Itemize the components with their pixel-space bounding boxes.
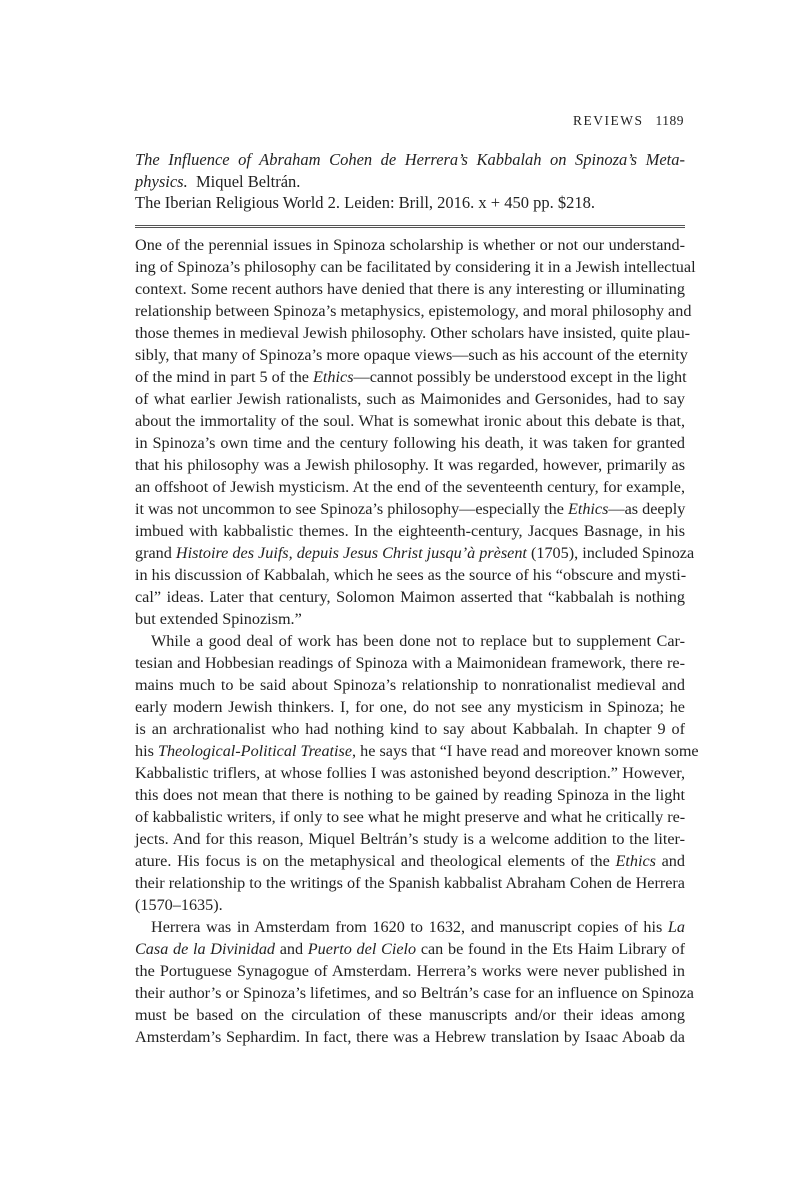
text-line: Kabbalistic triflers, at whose follies I was astonished beyond description.” However, bbox=[135, 764, 685, 782]
book-title: The Influence of Abraham Cohen de Herrera’s Kabbalah on Spinoza’s Meta- bbox=[135, 150, 685, 169]
text-line: of what earlier Jewish rationalists, such as Maimonides and Gersonides, had to say bbox=[135, 390, 685, 408]
text-line: their author’s or Spinoza’s lifetimes, and so Beltrán’s case for an influence on Spinoza bbox=[135, 984, 694, 1002]
text-line: those themes in medieval Jewish philosophy. Other scholars have insisted, quite plau- bbox=[135, 324, 691, 342]
paragraph bbox=[135, 916, 694, 1048]
text-segment: grand bbox=[135, 544, 176, 562]
text-line bbox=[135, 542, 695, 564]
text-segment: and bbox=[655, 852, 685, 870]
text-line: but extended Spinozism.” bbox=[135, 610, 302, 628]
text-line: of kabbalistic writers, if only to see what he might preserve and what he critically re- bbox=[135, 808, 686, 826]
text-line: that his philosophy was a Jewish philosophy. It was regarded, however, primarily as bbox=[135, 456, 685, 474]
italic-title: Casa de la Divinidad bbox=[135, 940, 276, 958]
italic-title: Ethics bbox=[313, 368, 354, 386]
text-line: in his discussion of Kabbalah, which he sees as the source of his “obscure and mysti- bbox=[135, 566, 687, 584]
text-segment: it was not uncommon to see Spinoza’s philosophy—especially the bbox=[135, 500, 568, 518]
text-line: context. Some recent authors have denied that there is any interesting or illuminating bbox=[135, 280, 685, 298]
text-line: imbued with kabbalistic themes. In the eighteenth-century, Jacques Basnage, in his bbox=[135, 522, 685, 540]
text-line: mains much to be said about Spinoza’s relationship to nonrationalist medieval and bbox=[135, 676, 685, 694]
publication-info: The Iberian Religious World 2. Leiden: Brill, 2016. x + 450 pp. $218. bbox=[135, 193, 595, 212]
text-segment: his bbox=[135, 742, 158, 760]
italic-title: La bbox=[667, 918, 685, 936]
text-line: about the immortality of the soul. What is somewhat ironic about this debate is that, bbox=[135, 412, 685, 430]
text-line: sibly, that many of Spinoza’s more opaque views—such as his account of the eternity bbox=[135, 346, 688, 364]
review-body bbox=[135, 234, 699, 1048]
text-line: in Spinoza’s own time and the century following his death, it was taken for granted bbox=[135, 434, 685, 452]
italic-title: Histoire des Juifs, depuis Jesus Christ jusqu’à prèsent bbox=[175, 544, 527, 562]
text-line: this does not mean that there is nothing to be gained by reading Spinoza in the light bbox=[135, 786, 685, 804]
text-line: is an archrationalist who had nothing kind to say about Kabbalah. In chapter 9 of bbox=[135, 720, 685, 738]
italic-title: Puerto del Cielo bbox=[307, 940, 417, 958]
text-line: ing of Spinoza’s philosophy can be facilitated by considering it in a Jewish intellectual bbox=[135, 258, 696, 276]
text-segment: can be found in the Ets Haim Library of bbox=[416, 940, 685, 958]
text-line bbox=[135, 916, 685, 938]
text-line bbox=[135, 740, 699, 762]
text-line bbox=[135, 938, 685, 960]
text-line: relationship between Spinoza’s metaphysics, epistemology, and moral philosophy and bbox=[135, 302, 692, 320]
text-segment: of the mind in part 5 of the bbox=[135, 368, 314, 386]
section-name: REVIEWS bbox=[573, 113, 644, 128]
running-head bbox=[573, 113, 684, 129]
text-line: Amsterdam’s Sephardim. In fact, there was a Hebrew translation by Isaac Aboab da bbox=[135, 1028, 685, 1046]
italic-title: Ethics bbox=[615, 852, 656, 870]
text-segment: and bbox=[275, 940, 308, 958]
text-line: jects. And for this reason, Miquel Beltrán’s study is a welcome addition to the liter- bbox=[135, 830, 685, 848]
italic-title: Ethics bbox=[567, 500, 609, 518]
page-number: 1189 bbox=[655, 113, 684, 128]
italic-title: Theological-Political Treatise bbox=[157, 742, 353, 760]
text-segment: —as deeply bbox=[608, 500, 686, 518]
text-line: (1570–1635). bbox=[135, 896, 223, 914]
text-line: the Portuguese Synagogue of Amsterdam. Herrera’s works were never published in bbox=[135, 962, 685, 980]
paragraph bbox=[135, 630, 699, 916]
paragraph bbox=[135, 234, 696, 630]
text-segment: —cannot possibly be understood except in the light bbox=[353, 368, 687, 386]
text-segment: , he says that “I have read and moreover known some bbox=[352, 742, 699, 760]
text-line: an offshoot of Jewish mysticism. At the end of the seventeenth century, for example, bbox=[135, 478, 685, 496]
text-line: early modern Jewish thinkers. I, for one, do not see any mysticism in Spinoza; he bbox=[135, 698, 685, 716]
text-line: cal” ideas. Later that century, Solomon Maimon asserted that “kabbalah is nothing bbox=[135, 588, 685, 606]
book-title-line-1 bbox=[135, 149, 685, 171]
double-rule-divider bbox=[135, 225, 685, 228]
text-line bbox=[135, 366, 685, 388]
review-heading bbox=[135, 149, 685, 214]
text-segment: (1705), included Spinoza bbox=[526, 544, 695, 562]
book-author: Miquel Beltrán. bbox=[195, 171, 301, 191]
text-line: One of the perennial issues in Spinoza scholarship is whether or not our understand- bbox=[135, 236, 685, 254]
text-line bbox=[135, 498, 685, 520]
text-segment: ature. His focus is on the metaphysical and theological elements of the bbox=[135, 852, 616, 870]
book-title-line-2 bbox=[135, 171, 685, 193]
book-title-cont: physics. bbox=[135, 171, 188, 191]
text-line: While a good deal of work has been done not to replace but to supplement Car- bbox=[151, 632, 685, 650]
text-line: tesian and Hobbesian readings of Spinoza with a Maimonidean framework, there re- bbox=[135, 654, 685, 672]
text-line bbox=[135, 850, 685, 872]
text-segment: Herrera was in Amsterdam from 1620 to 1632, and manuscript copies of his bbox=[151, 918, 668, 936]
text-line: must be based on the circulation of these manuscripts and/or their ideas among bbox=[135, 1006, 685, 1024]
text-line: their relationship to the writings of the Spanish kabbalist Abraham Cohen de Herrera bbox=[135, 874, 685, 892]
